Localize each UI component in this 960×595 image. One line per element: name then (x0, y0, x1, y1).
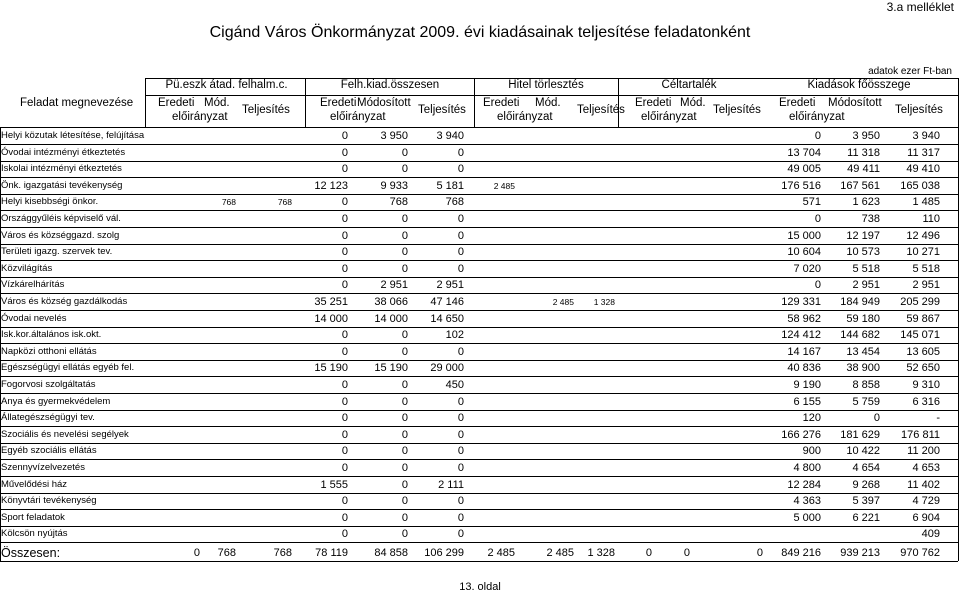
table-cell: 184 949 (840, 296, 880, 308)
table-row (0, 128, 958, 144)
table-cell: 0 (401, 462, 408, 474)
table-cell: 5 397 (852, 495, 880, 508)
table-cell: 0 (341, 146, 348, 159)
table-cell: 0 (401, 528, 408, 541)
table-cell: 0 (341, 329, 348, 342)
table-row (0, 277, 958, 293)
grid-line (0, 561, 958, 562)
table-row (0, 443, 958, 459)
table-cell: 10 604 (787, 246, 821, 259)
row-label: Egyéb szociális ellátás (1, 445, 97, 457)
table-cell: 2 951 (380, 279, 408, 292)
table-cell: 738 (861, 213, 880, 225)
table-cell: 409 (921, 528, 940, 541)
row-label: Fogorvosi szolgáltatás (1, 379, 96, 390)
table-cell: 0 (341, 445, 348, 458)
table-cell: 59 867 (906, 312, 940, 325)
table-cell: 0 (457, 262, 464, 275)
row-label: Közvilágítás (1, 262, 53, 274)
table-cell: 0 (401, 146, 408, 159)
table-cell: 849 216 (781, 547, 821, 559)
table-cell: 59 180 (846, 312, 880, 325)
table-cell: 2 485 (493, 180, 515, 191)
table-cell: 0 (457, 462, 464, 474)
table-cell: 0 (457, 428, 464, 441)
table-cell: 768 (221, 197, 236, 208)
column-group-header: Céltartalék (661, 79, 717, 91)
column-header-completion: Teljesítés (242, 104, 290, 116)
table-cell: 0 (457, 528, 464, 541)
table-row (0, 244, 958, 260)
table-cell: 2 485 (487, 547, 515, 559)
table-cell: 110 (922, 213, 940, 225)
table-cell: 0 (341, 428, 348, 441)
total-row (0, 545, 958, 561)
row-label: Könyvtári tevékenység (1, 495, 97, 507)
row-label: Helyi közutak létesítése, felújítása (1, 130, 145, 141)
table-cell: 84 858 (374, 547, 408, 559)
grid-line (145, 78, 146, 127)
table-cell: 0 (341, 495, 348, 508)
table-cell: 7 020 (793, 262, 821, 275)
table-cell: 14 000 (314, 312, 348, 325)
column-header-original: Eredeti (320, 97, 357, 109)
table-cell: 1 328 (593, 297, 615, 307)
grid-line (0, 127, 1, 561)
column-header-appropriation: előirányzat (330, 111, 386, 123)
table-cell: 13 605 (906, 345, 940, 358)
table-cell: 0 (401, 511, 408, 524)
table-cell: 0 (401, 163, 408, 176)
table-cell: 11 402 (907, 478, 940, 491)
table-cell: 3 940 (436, 130, 464, 142)
table-cell: 13 704 (787, 146, 821, 159)
table-cell: 3 950 (852, 130, 880, 142)
table-cell: 0 (341, 511, 348, 524)
table-cell: 768 (217, 547, 236, 559)
table-cell: 0 (645, 547, 652, 559)
table-row (0, 510, 958, 526)
table-row (0, 394, 958, 410)
table-cell: 167 561 (840, 179, 880, 192)
column-header-appropriation: előirányzat (789, 111, 845, 123)
table-cell: 970 762 (900, 547, 940, 559)
table-cell: 10 422 (846, 445, 880, 458)
table-cell: 12 284 (787, 478, 821, 491)
table-cell: 120 (802, 412, 821, 425)
table-row (0, 228, 958, 244)
table-cell: 2 111 (438, 478, 464, 491)
row-label: Iskolai intézményi étkeztetés (1, 163, 122, 175)
row-label: Óvodai nevelés (1, 312, 67, 324)
table-cell: 4 800 (793, 462, 821, 474)
table-cell: 5 759 (852, 395, 880, 408)
grid-line (0, 542, 958, 543)
column-header-completion: Teljesítés (418, 104, 466, 116)
table-cell: 0 (341, 462, 348, 474)
table-cell: 0 (341, 395, 348, 408)
table-row (0, 526, 958, 542)
table-cell: 14 167 (787, 345, 821, 358)
table-cell: 0 (457, 146, 464, 159)
table-cell: 4 653 (912, 462, 940, 474)
table-row (0, 311, 958, 327)
row-label: Egészségügyi ellátás egyéb fel. (1, 362, 135, 374)
table-cell: 0 (401, 445, 408, 458)
table-cell: 0 (457, 345, 464, 358)
table-cell: 144 682 (840, 329, 880, 342)
column-header-original: Eredeti (158, 97, 195, 109)
table-cell: 0 (457, 445, 464, 458)
column-header-modified: Módosított (357, 97, 411, 109)
table-cell: 49 410 (906, 163, 940, 176)
column-group-header: Felh.kiad.összesen (340, 79, 440, 91)
table-cell: 6 155 (793, 395, 821, 408)
table-cell: 1 485 (912, 196, 940, 209)
row-label: Területi igazg. szervek tev. (1, 246, 113, 258)
table-cell: 768 (389, 196, 408, 209)
table-cell: 15 190 (374, 362, 408, 375)
row-label: Országgyűléis képviselő vál. (1, 213, 121, 224)
table-cell: 13 454 (846, 345, 880, 358)
table-cell: 0 (401, 395, 408, 408)
table-cell: 0 (457, 511, 464, 524)
table-cell: 0 (401, 345, 408, 358)
table-row (0, 211, 958, 227)
table-cell: 52 650 (906, 362, 940, 375)
column-header-completion: Teljesítés (577, 104, 625, 116)
table-cell: 106 299 (424, 547, 464, 559)
row-label: Óvodai intézményi étkeztetés (1, 146, 126, 158)
table-cell: 15 000 (787, 229, 821, 242)
table-cell: 102 (445, 329, 464, 342)
table-cell: 11 318 (847, 146, 880, 159)
table-row (0, 161, 958, 177)
table-cell: 11 200 (907, 445, 940, 458)
table-cell: 10 271 (906, 246, 940, 259)
table-cell: 0 (341, 163, 348, 176)
table-cell: 768 (277, 197, 292, 208)
annex-label: 3.a melléklet (886, 0, 954, 14)
table-cell: 9 933 (380, 179, 408, 192)
table-cell: 10 573 (846, 246, 880, 259)
table-row (0, 294, 958, 310)
table-cell: 165 038 (900, 179, 940, 192)
table-cell: 12 197 (846, 229, 880, 242)
table-cell: 0 (401, 229, 408, 242)
table-cell: 5 518 (912, 262, 940, 275)
table-cell: 5 000 (793, 511, 821, 524)
table-cell: 4 363 (793, 495, 821, 508)
table-cell: 939 213 (840, 547, 880, 559)
table-cell: 0 (341, 262, 348, 275)
table-cell: 900 (802, 445, 821, 458)
row-label: Város és községgazd. szolg (1, 229, 120, 241)
table-cell: 29 000 (430, 362, 464, 375)
table-row (0, 410, 958, 426)
table-cell: 0 (457, 395, 464, 408)
column-header-modified: Mód. (535, 97, 561, 109)
column-header-appropriation: előirányzat (497, 111, 553, 123)
row-label: Kölcsön nyújtás (1, 528, 68, 540)
table-cell: 1 328 (587, 547, 615, 559)
table-cell: 0 (401, 379, 408, 391)
table-cell: 0 (341, 213, 348, 225)
table-cell: 0 (401, 329, 408, 342)
table-row (0, 493, 958, 509)
table-cell: 0 (401, 213, 408, 225)
row-label: Helyi kisebbségi önkor. (1, 196, 99, 208)
row-label: Napközi otthoni ellátás (1, 345, 97, 357)
table-cell: 6 316 (912, 395, 940, 408)
table-cell: 6 904 (912, 511, 940, 524)
table-cell: 6 221 (852, 511, 880, 524)
table-row (0, 427, 958, 443)
table-cell: 40 836 (787, 362, 821, 375)
total-label: Összesen: (1, 546, 61, 560)
table-cell: 0 (814, 213, 821, 225)
table-cell: 78 119 (315, 547, 348, 559)
table-cell: 0 (457, 163, 464, 176)
table-cell: 38 066 (374, 296, 408, 308)
table-cell: 2 951 (436, 279, 464, 292)
table-cell: 0 (341, 379, 348, 391)
table-cell: 181 629 (840, 428, 880, 441)
column-header-modified: Mód. (680, 97, 706, 109)
table-cell: 35 251 (314, 296, 348, 308)
table-cell: 12 496 (906, 229, 940, 242)
table-cell: 8 858 (852, 379, 880, 391)
table-cell: 1 555 (320, 478, 348, 491)
table-cell: 5 518 (852, 262, 880, 275)
table-cell: 4 729 (912, 495, 940, 508)
column-header-completion: Teljesítés (713, 104, 761, 116)
row-label: Isk.kor.általános isk.okt. (1, 329, 102, 341)
column-header-original: Eredeti (483, 97, 520, 109)
table-cell: 9 268 (852, 478, 880, 491)
row-label: Város és község gazdálkodás (1, 296, 128, 307)
column-header-task: Feladat megnevezése (20, 97, 134, 109)
table-cell: 0 (683, 547, 690, 559)
table-row (0, 460, 958, 476)
table-cell: 49 005 (787, 163, 821, 176)
table-row (0, 178, 958, 194)
table-cell: 38 900 (846, 362, 880, 375)
column-header-original: Eredeti (635, 97, 672, 109)
table-cell: - (936, 412, 940, 425)
table-cell: 0 (401, 428, 408, 441)
table-cell: 0 (401, 246, 408, 259)
table-cell: 49 411 (847, 163, 880, 176)
table-cell: 2 951 (912, 279, 940, 292)
table-cell: 124 412 (781, 329, 821, 342)
table-cell: 0 (341, 196, 348, 209)
column-group-header: Kiadások főösszege (807, 79, 911, 91)
table-cell: 15 190 (314, 362, 348, 375)
table-cell: 0 (341, 130, 348, 142)
table-cell: 0 (401, 478, 408, 491)
unit-note: adatok ezer Ft-ban (868, 66, 952, 77)
column-header-completion: Teljesítés (895, 104, 943, 116)
column-group-header: Hitel törlesztés (508, 79, 584, 91)
table-cell: 0 (401, 495, 408, 508)
row-label: Állategészségügyi tev. (1, 412, 95, 424)
column-header-appropriation: előirányzat (172, 111, 228, 123)
grid-line (145, 95, 958, 96)
row-label: Szociális és nevelési segélyek (1, 428, 129, 440)
row-label: Művelődési ház (1, 478, 68, 490)
table-cell: 0 (756, 547, 763, 559)
table-cell: 9 190 (793, 379, 821, 391)
table-cell: 9 310 (912, 379, 940, 391)
table-cell: 4 654 (852, 462, 880, 474)
table-row (0, 145, 958, 161)
table-cell: 0 (457, 412, 464, 425)
row-label: Szennyvízelvezetés (1, 462, 85, 473)
table-row (0, 194, 958, 210)
table-cell: 176 811 (901, 428, 940, 441)
table-cell: 0 (341, 246, 348, 259)
table-row (0, 327, 958, 343)
table-cell: 0 (401, 262, 408, 275)
table-row (0, 344, 958, 360)
table-row (0, 377, 958, 393)
row-label: Vízkárelhárítás (1, 279, 65, 291)
table-cell: 58 962 (787, 312, 821, 325)
table-cell: 14 000 (374, 312, 408, 325)
table-cell: 12 123 (314, 179, 348, 192)
table-cell: 0 (457, 495, 464, 508)
table-cell: 145 071 (900, 329, 940, 342)
table-row (0, 261, 958, 277)
table-cell: 0 (193, 547, 200, 559)
table-row (0, 360, 958, 376)
table-cell: 768 (273, 547, 292, 559)
table-cell: 5 181 (436, 179, 464, 192)
table-cell: 2 485 (552, 297, 574, 307)
grid-line (958, 127, 959, 561)
table-cell: 3 950 (380, 130, 408, 142)
column-header-appropriation: előirányzat (641, 111, 697, 123)
table-cell: 205 299 (900, 296, 940, 308)
table-cell: 0 (814, 279, 821, 292)
table-cell: 0 (457, 213, 464, 225)
row-label: Sport feladatok (1, 511, 65, 523)
table-cell: 14 650 (430, 312, 464, 325)
table-cell: 0 (873, 412, 880, 425)
table-cell: 129 331 (781, 296, 821, 308)
table-cell: 2 485 (546, 547, 574, 559)
table-cell: 2 951 (852, 279, 880, 292)
row-label: Anya és gyermekvédelem (1, 395, 111, 407)
table-cell: 0 (401, 412, 408, 425)
column-header-modified: Mód. (204, 97, 230, 109)
row-label: Önk. igazgatási tevékenység (1, 179, 123, 191)
table-cell: 0 (457, 246, 464, 259)
page-number: 13. oldal (459, 581, 501, 593)
table-cell: 571 (802, 196, 821, 209)
table-cell: 450 (445, 379, 464, 391)
table-cell: 0 (457, 229, 464, 242)
table-cell: 0 (341, 412, 348, 425)
table-row (0, 477, 958, 493)
table-cell: 47 146 (430, 296, 464, 308)
table-cell: 166 276 (781, 428, 821, 441)
column-header-original: Eredeti (779, 97, 816, 109)
table-cell: 0 (341, 229, 348, 242)
table-cell: 768 (445, 196, 464, 209)
table-cell: 0 (341, 279, 348, 292)
column-group-header: Pü.eszk átad. felhalm.c. (165, 79, 288, 91)
table-cell: 11 317 (907, 146, 940, 159)
table-cell: 0 (341, 345, 348, 358)
table-cell: 3 940 (912, 130, 940, 142)
table-cell: 0 (341, 528, 348, 541)
grid-line (958, 78, 959, 127)
table-cell: 176 516 (781, 179, 821, 192)
table-cell: 0 (814, 130, 821, 142)
page-title: Cigánd Város Önkormányzat 2009. évi kiadásainak teljesítése feladatonként (209, 24, 751, 41)
table-cell: 1 623 (852, 196, 880, 209)
column-header-modified: Módosított (828, 97, 882, 109)
